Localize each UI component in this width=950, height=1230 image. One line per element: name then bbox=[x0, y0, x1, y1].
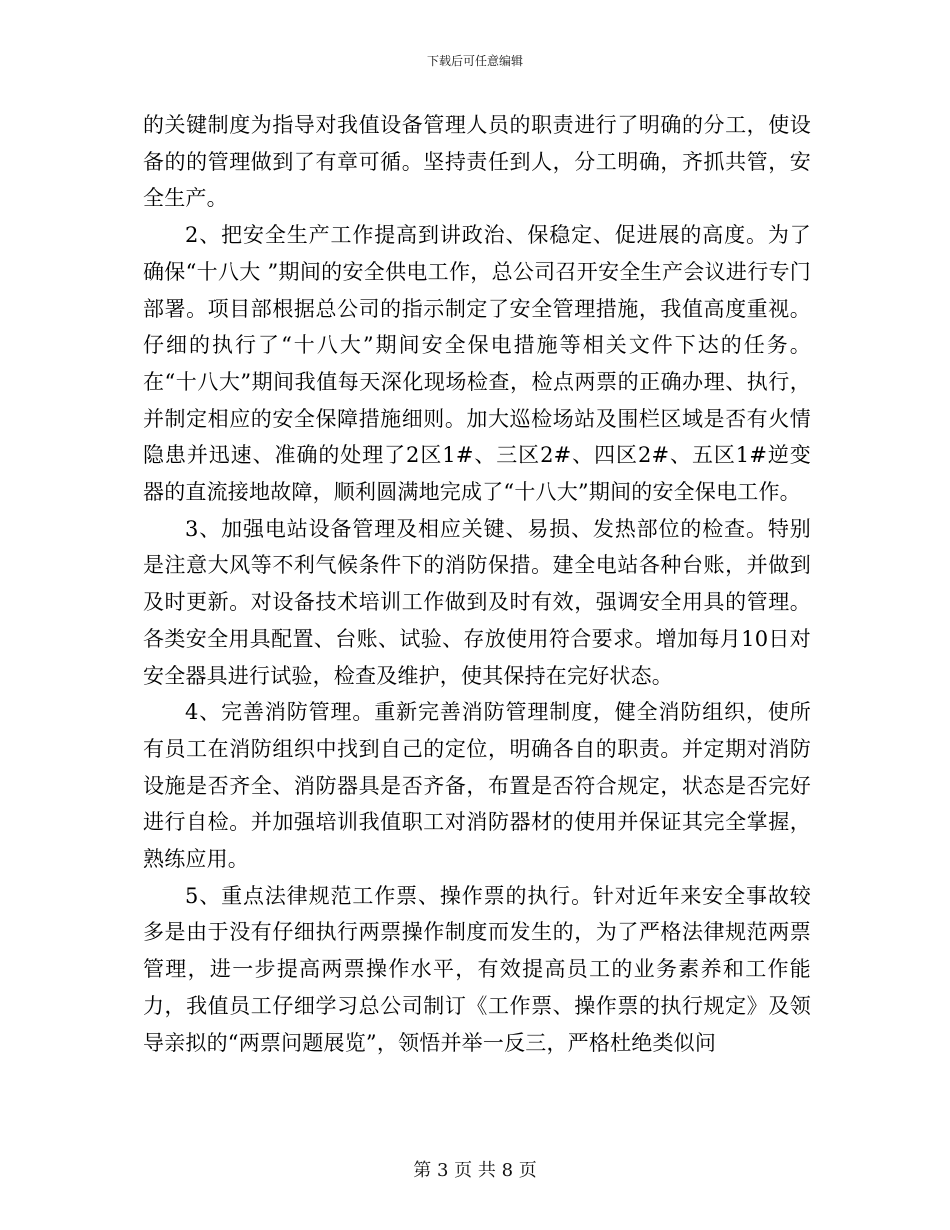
paragraph-item-2: 2、把安全生产工作提高到讲政治、保稳定、促进展的高度。为了确保“十八大 ”期间的安全供电工作，总公司召开安全生产会议进行专门部署。项目部根据总公司的指示制定了安全管理措施，我值高度重视。仔细的执行了“十八大”期间安全保电措施等相关文件下达的任务。在“十八大”期间我值每天深化现场检查，检点两票的正确办理、执行，并制定相应的安全保障措施细则。加大巡检场站及围栏区域是否有火情隐患并迅速、准确的处理了2区1#、三区2#、四区2#、五区1#逆变器的直流接地故障，顺利圆满地完成了“十八大”期间的安全保电工作。 bbox=[143, 223, 811, 505]
page-header: 下载后可任意编辑 bbox=[426, 54, 523, 68]
paragraph-item-3: 3、加强电站设备管理及相应关键、易损、发热部位的检查。特别是注意大风等不利气候条件下的消防保措。建全电站各种台账，并做到及时更新。对设备技术培训工作做到及时有效，强调安全用具的管理。各类安全用具配置、台账、试验、存放使用符合要求。增加每月10日对安全器具进行试验，检查及维护，使其保持在完好状态。 bbox=[143, 516, 811, 688]
document-body bbox=[143, 107, 811, 1061]
page-number-footer: 第 3 页 共 8 页 bbox=[413, 1160, 537, 1181]
paragraph-item-4: 4、完善消防管理。重新完善消防管理制度，健全消防组织，使所有员工在消防组织中找到自己的定位，明确各自的职责。并定期对消防设施是否齐全、消防器具是否齐备，布置是否符合规定，状态是否完好进行自检。并加强培训我值职工对消防器材的使用并保证其完全掌握，熟练应用。 bbox=[143, 700, 811, 872]
paragraph-continuation: 的关键制度为指导对我值设备管理人员的职责进行了明确的分工，使设备的的管理做到了有章可循。坚持责任到人，分工明确，齐抓共管，安全生产。 bbox=[143, 113, 811, 211]
paragraph-item-5: 5、重点法律规范工作票、操作票的执行。针对近年来安全事故较多是由于没有仔细执行两票操作制度而发生的，为了严格法律规范两票管理，进一步提高两票操作水平，有效提高员工的业务素养和工作能力，我值员工仔细学习总公司制订《工作票、操作票的执行规定》及领导亲拟的“两票问题展览”，领悟并举一反三，严格杜绝类似问 bbox=[143, 883, 811, 1055]
